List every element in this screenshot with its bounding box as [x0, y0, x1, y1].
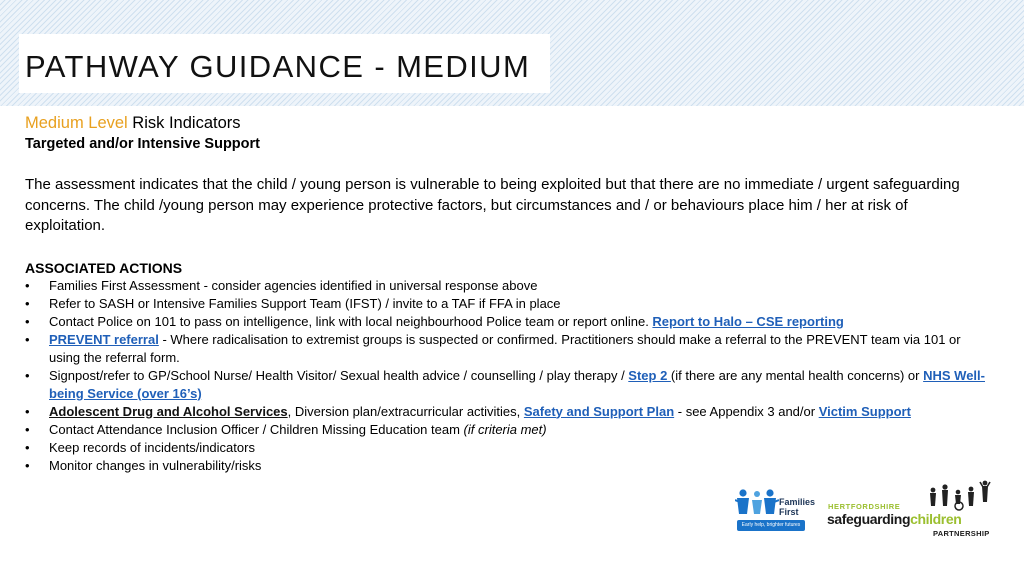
title-box: [19, 34, 550, 93]
hertfordshire-safeguarding-logo: [827, 480, 997, 540]
safety-support-plan-link[interactable]: Safety and Support Plan: [523, 403, 675, 419]
bullet-icon: •: [25, 439, 30, 455]
nhs-wellbeing-link[interactable]: NHS Well-being Service (over 16’s): [49, 367, 985, 401]
bullet-icon: •: [25, 331, 30, 347]
prevent-referral-link[interactable]: PREVENT referral: [49, 331, 159, 347]
action-text: - Where radicalisation to extremist groups is suspected or confirmed. Practitioners should make a referral to the PREVENT team via 101 or using the referral form.: [49, 331, 961, 365]
action-text: Families First Assessment - consider agencies identified in universal response above: [49, 277, 538, 293]
risk-heading-rest: Risk Indicators: [127, 114, 241, 132]
families-figures-icon: [735, 488, 779, 520]
hscp-partnership: PARTNERSHIP: [933, 529, 990, 538]
action-item: [25, 403, 985, 421]
actions-title: ASSOCIATED ACTIONS: [25, 259, 183, 276]
step-2-link[interactable]: Step 2: [628, 367, 671, 383]
action-text: Monitor changes in vulnerability/risks: [49, 457, 262, 473]
page-title: PATHWAY GUIDANCE - MEDIUM: [25, 49, 531, 84]
action-note: (if criteria met): [463, 421, 547, 437]
action-text: Keep records of incidents/indicators: [49, 439, 255, 455]
families-first-name: Families First: [779, 497, 816, 517]
action-text: , Diversion plan/extracurricular activities,: [287, 403, 524, 419]
action-item: [25, 439, 985, 457]
action-item: [25, 421, 985, 439]
bullet-icon: •: [25, 367, 30, 383]
action-item: [25, 313, 985, 331]
hscp-wordmark: safeguardingchildren: [827, 511, 962, 527]
content: [25, 113, 985, 475]
risk-heading: [25, 113, 985, 133]
support-subheading: Targeted and/or Intensive Support: [25, 136, 260, 152]
bullet-icon: •: [25, 295, 30, 311]
adolescent-drug-alcohol-link[interactable]: Adolescent Drug and Alcohol Services: [49, 403, 288, 419]
action-text: Contact Police on 101 to pass on intelligence, link with local neighbourhood Police team or report online.: [49, 313, 653, 329]
children-silhouettes-icon: [925, 480, 997, 512]
bullet-icon: •: [25, 403, 30, 419]
action-item: [25, 457, 985, 475]
risk-level-label: Medium Level: [25, 114, 128, 132]
assessment-paragraph: The assessment indicates that the child / young person is vulnerable to being exploited but that there are no immediate / urgent safeguarding concerns. The child /young person may experience protective factors, but circumstances and / or behaviours place him / her at risk of exploitation.: [25, 176, 960, 234]
action-text: (if there are any mental health concerns) or: [670, 367, 924, 383]
action-text: Contact Attendance Inclusion Officer / Children Missing Education team: [49, 421, 464, 437]
action-text: - see Appendix 3 and/or: [674, 403, 819, 419]
bullet-icon: •: [25, 313, 30, 329]
bullet-icon: •: [25, 421, 30, 437]
halo-cse-reporting-link[interactable]: Report to Halo – CSE reporting: [652, 313, 844, 329]
families-first-tagline: Early help, brighter futures: [737, 520, 805, 531]
victim-support-link[interactable]: Victim Support: [818, 403, 911, 419]
action-item: [25, 331, 985, 367]
action-text: Refer to SASH or Intensive Families Support Team (IFST) / invite to a TAF if FFA in place: [49, 295, 561, 311]
families-first-logo: [735, 488, 815, 534]
action-item: [25, 295, 985, 313]
bullet-icon: •: [25, 457, 30, 473]
bullet-icon: •: [25, 277, 30, 293]
hscp-county: HERTFORDSHIRE: [828, 502, 901, 511]
action-item: [25, 367, 985, 403]
actions-list: [25, 277, 985, 475]
action-item: [25, 277, 985, 295]
action-text: Signpost/refer to GP/School Nurse/ Health Visitor/ Sexual health advice / counselling / play therapy /: [49, 367, 629, 383]
